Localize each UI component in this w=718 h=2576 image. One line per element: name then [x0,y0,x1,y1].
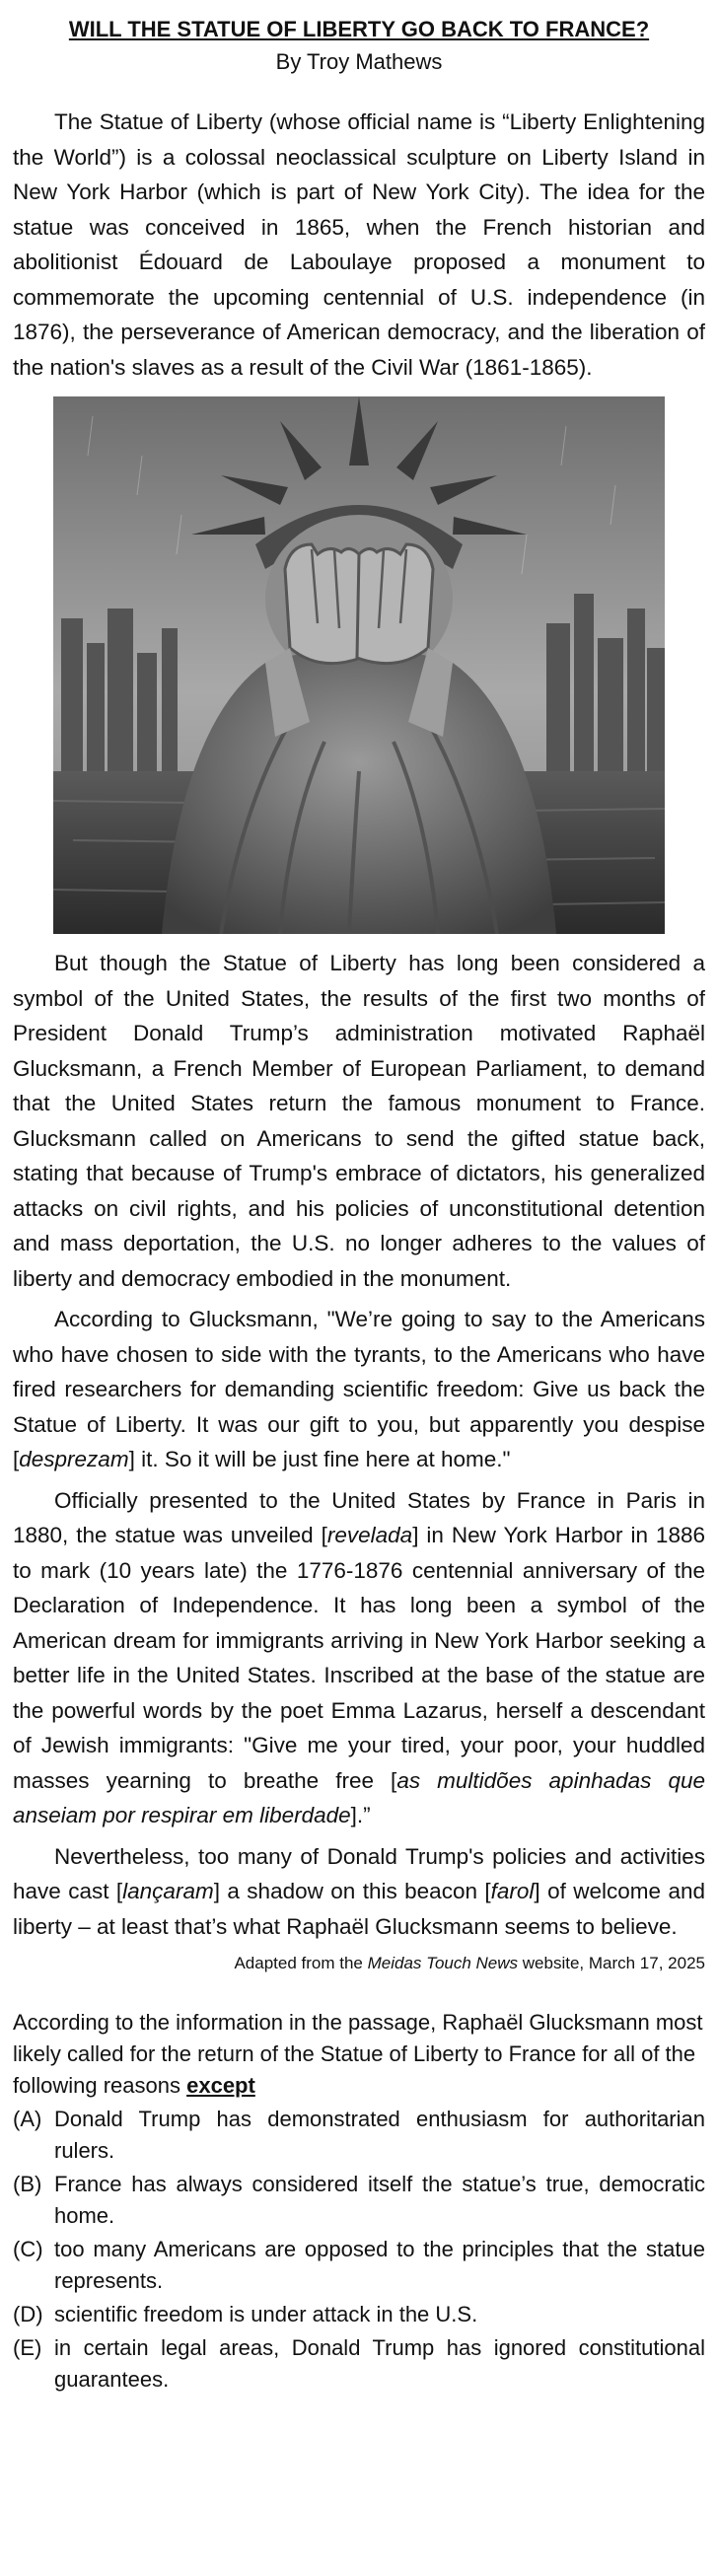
paragraph-1 [13,105,705,385]
answer-option[interactable] [13,2104,705,2167]
option-letter: (B) [13,2172,42,2196]
italic-gloss: farol [490,1879,535,1903]
article-byline: By Troy Mathews [275,49,443,74]
italic-gloss: lançaram [122,1879,214,1903]
article-title: WILL THE STATUE OF LIBERTY GO BACK TO FRANCE? [68,17,650,41]
answer-option[interactable] [13,2234,705,2297]
paragraph-4 [13,1483,705,1833]
option-letter: (D) [13,2302,43,2326]
paragraph-text: But though the Statue of Liberty has long been considered a symbol of the United States, the results of the first two months of President Donald Trump’s administration motivated Raphaël Glucksmann, a French Member of European Parliament, to demand that the United States return the famous monument to France. Glucksmann called on Americans to send the gifted statue back, stating that because of Trump's embrace of dictators, his generalized attacks on civil rights, and his policies of unconstitutional detention and mass deportation, the U.S. no longer adheres to the values of liberty and democracy embodied in the monument. [13,951,705,1291]
question-keyword: except [186,2073,255,2098]
paragraph-text: The Statue of Liberty (whose official name is “Liberty Enlightening the World”) is a colossal neoclassical sculpture on Liberty Island in New York Harbor (which is part of New York City). The idea for the statue was conceived in 1865, when the French historian and abolitionist Édouard de Laboulaye proposed a monument to commemorate the upcoming centennial of U.S. independence (in 1876), the perseverance of American democracy, and the liberation of the nation's slaves as a result of the Civil War (1861-1865). [13,109,705,380]
option-text: too many Americans are opposed to the principles that the statue represents. [54,2237,705,2293]
answer-option[interactable] [13,2299,705,2330]
italic-gloss: desprezam [19,1447,129,1471]
option-letter: (E) [13,2335,42,2360]
italic-gloss: revelada [326,1523,413,1547]
italic-gloss: as multidões apinhadas que anseiam por respirar em liberdade [13,1767,706,1827]
paragraph-5 [13,1839,705,1945]
paragraph-text: ] of welcome and liberty – at least that’s what Raphaël Glucksmann seems to believe. [13,1879,706,1939]
answer-options [13,2104,705,2396]
question-stem [13,2007,705,2102]
paragraph-2 [13,946,705,1296]
option-letter: (C) [13,2237,43,2261]
paragraph-text: ] it. So it will be just fine here at home." [128,1447,511,1471]
paragraph-text: According to Glucksmann, "We’re going to say to the Americans who have chosen to side with the tyrants, to the Americans who have fired researchers for demanding scientific freedom: Give us back the Statue of Liberty. It was our gift to you, but apparently you despise [ [13,1307,705,1471]
answer-option[interactable] [13,2169,705,2232]
paragraph-text: ] in New York Harbor in 1886 to mark (10 years late) the 1776-1876 centennial anniversary of the Declaration of Independence. It has long been a symbol of the American dream for immigrants arriving in New York Harbor seeking a better life in the United States. Inscribed at the base of the statue are the powerful words by the poet Emma Lazarus, herself a descendant of Jewish immigrants: "Give me your tired, your poor, your huddled masses yearning to breathe free [ [13,1523,705,1793]
source-prefix: Adapted from the [234,1954,368,1972]
option-text: Donald Trump has demonstrated enthusiasm for authoritarian rulers. [54,2107,705,2163]
paragraph-3 [13,1302,705,1477]
paragraph-text: Officially presented to the United States by France in Paris in 1880, the statue was unveiled [ [13,1487,705,1547]
option-letter: (A) [13,2107,42,2131]
option-text: scientific freedom is under attack in the U.S. [54,2302,478,2326]
paragraph-text: ] a shadow on this beacon [ [213,1879,491,1903]
source-publication: Meidas Touch News [367,1954,519,1972]
answer-option[interactable] [13,2332,705,2396]
question-stem-text: According to the information in the passage, Raphaël Glucksmann most likely called for the return of the Statue of Liberty to France for all of the following reasons [13,2010,703,2098]
source-credit [13,1950,705,1977]
paragraph-text: Nevertheless, too many of Donald Trump's policies and activities have cast [ [13,1843,705,1903]
statue-facepalm-photo [53,396,665,934]
option-text: France has always considered itself the statue’s true, democratic home. [54,2172,705,2228]
option-text: in certain legal areas, Donald Trump has ignored constitutional guarantees. [54,2335,705,2392]
paragraph-text: ].” [350,1803,371,1827]
source-suffix: website, March 17, 2025 [518,1954,705,1972]
